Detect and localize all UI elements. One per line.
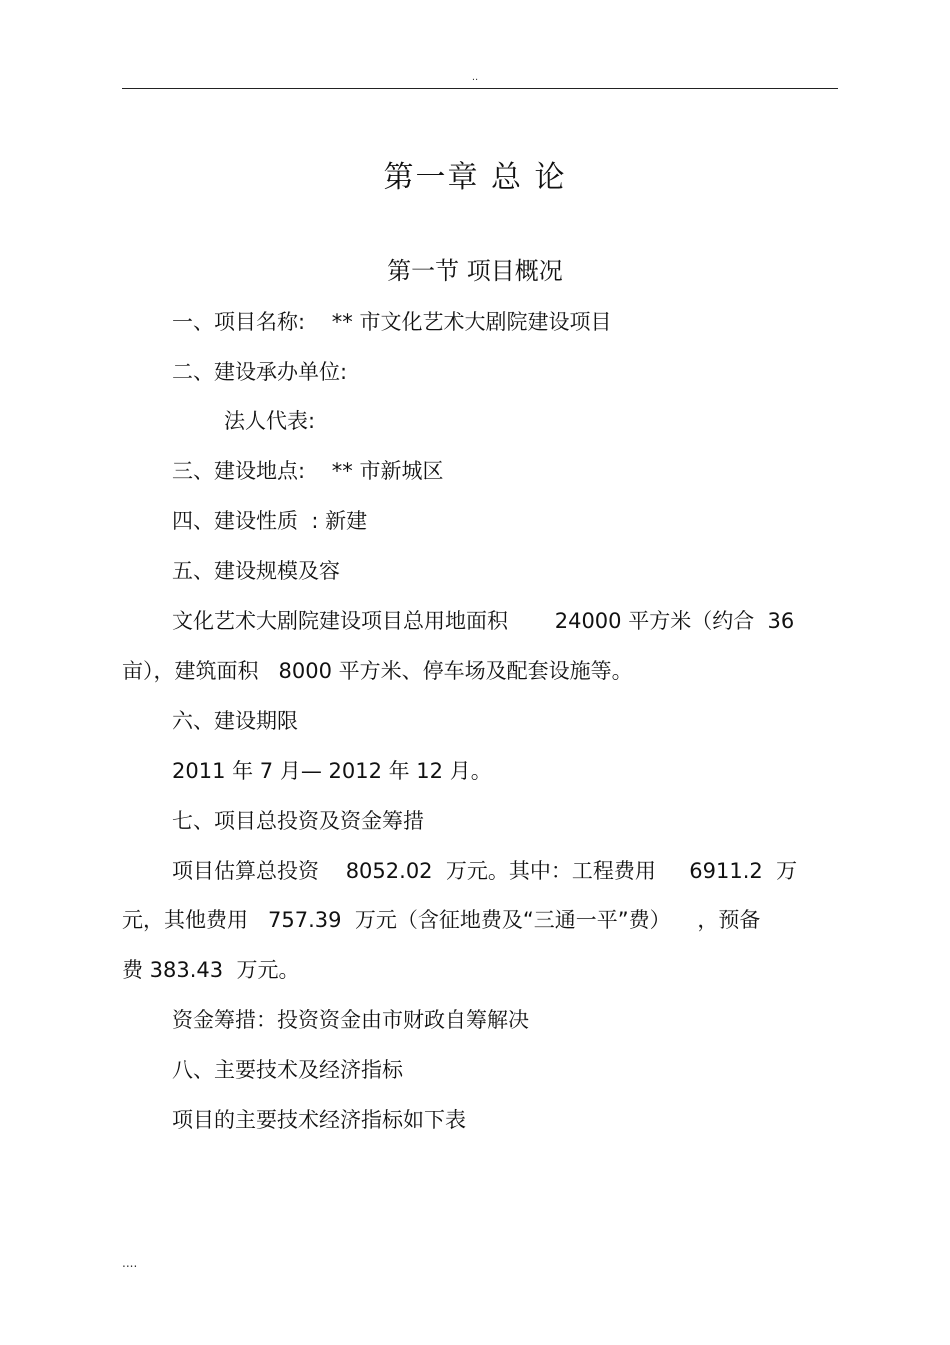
project-name-line: 一、项目名称: ** 市文化艺术大剧院建设项目 <box>172 310 612 334</box>
location-line: 三、建设地点: ** 市新城区 <box>172 459 444 483</box>
scale-paragraph-line-2: 亩），建筑面积 8000 平方米、停车场及配套设施等。 <box>122 659 633 683</box>
funding-line: 资金筹措：投资资金由市财政自筹解决 <box>172 1008 529 1032</box>
legal-rep-line: 法人代表: <box>224 409 316 433</box>
footer-mark: .... <box>122 1256 138 1270</box>
indicators-line: 项目的主要技术经济指标如下表 <box>172 1108 466 1132</box>
period-heading: 六、建设期限 <box>172 709 298 733</box>
header-mark: .. <box>471 72 479 83</box>
period-line: 2011 年 7 月— 2012 年 12 月。 <box>172 759 492 783</box>
contractor-line: 二、建设承办单位: <box>172 360 348 384</box>
investment-paragraph-line-2: 元，其他费用 757.39 万元（含征地费及“三通一平”费） ，预备 <box>122 908 761 932</box>
section-title: 第一节 项目概况 <box>387 257 563 285</box>
investment-paragraph-line-3: 费 383.43 万元。 <box>122 958 300 982</box>
chapter-title: 第一章 总 论 <box>383 160 567 195</box>
investment-heading: 七、项目总投资及资金筹措 <box>172 809 424 833</box>
investment-paragraph-line-1: 项目估算总投资 8052.02 万元。其中：工程费用 6911.2 万 <box>172 859 798 883</box>
scale-paragraph-line-1: 文化艺术大剧院建设项目总用地面积 24000 平方米（约合 36 <box>172 609 795 633</box>
nature-line: 四、建设性质 : 新建 <box>172 509 368 533</box>
scale-heading: 五、建设规模及容 <box>172 559 340 583</box>
indicators-heading: 八、主要技术及经济指标 <box>172 1058 403 1082</box>
header-rule <box>122 88 838 89</box>
